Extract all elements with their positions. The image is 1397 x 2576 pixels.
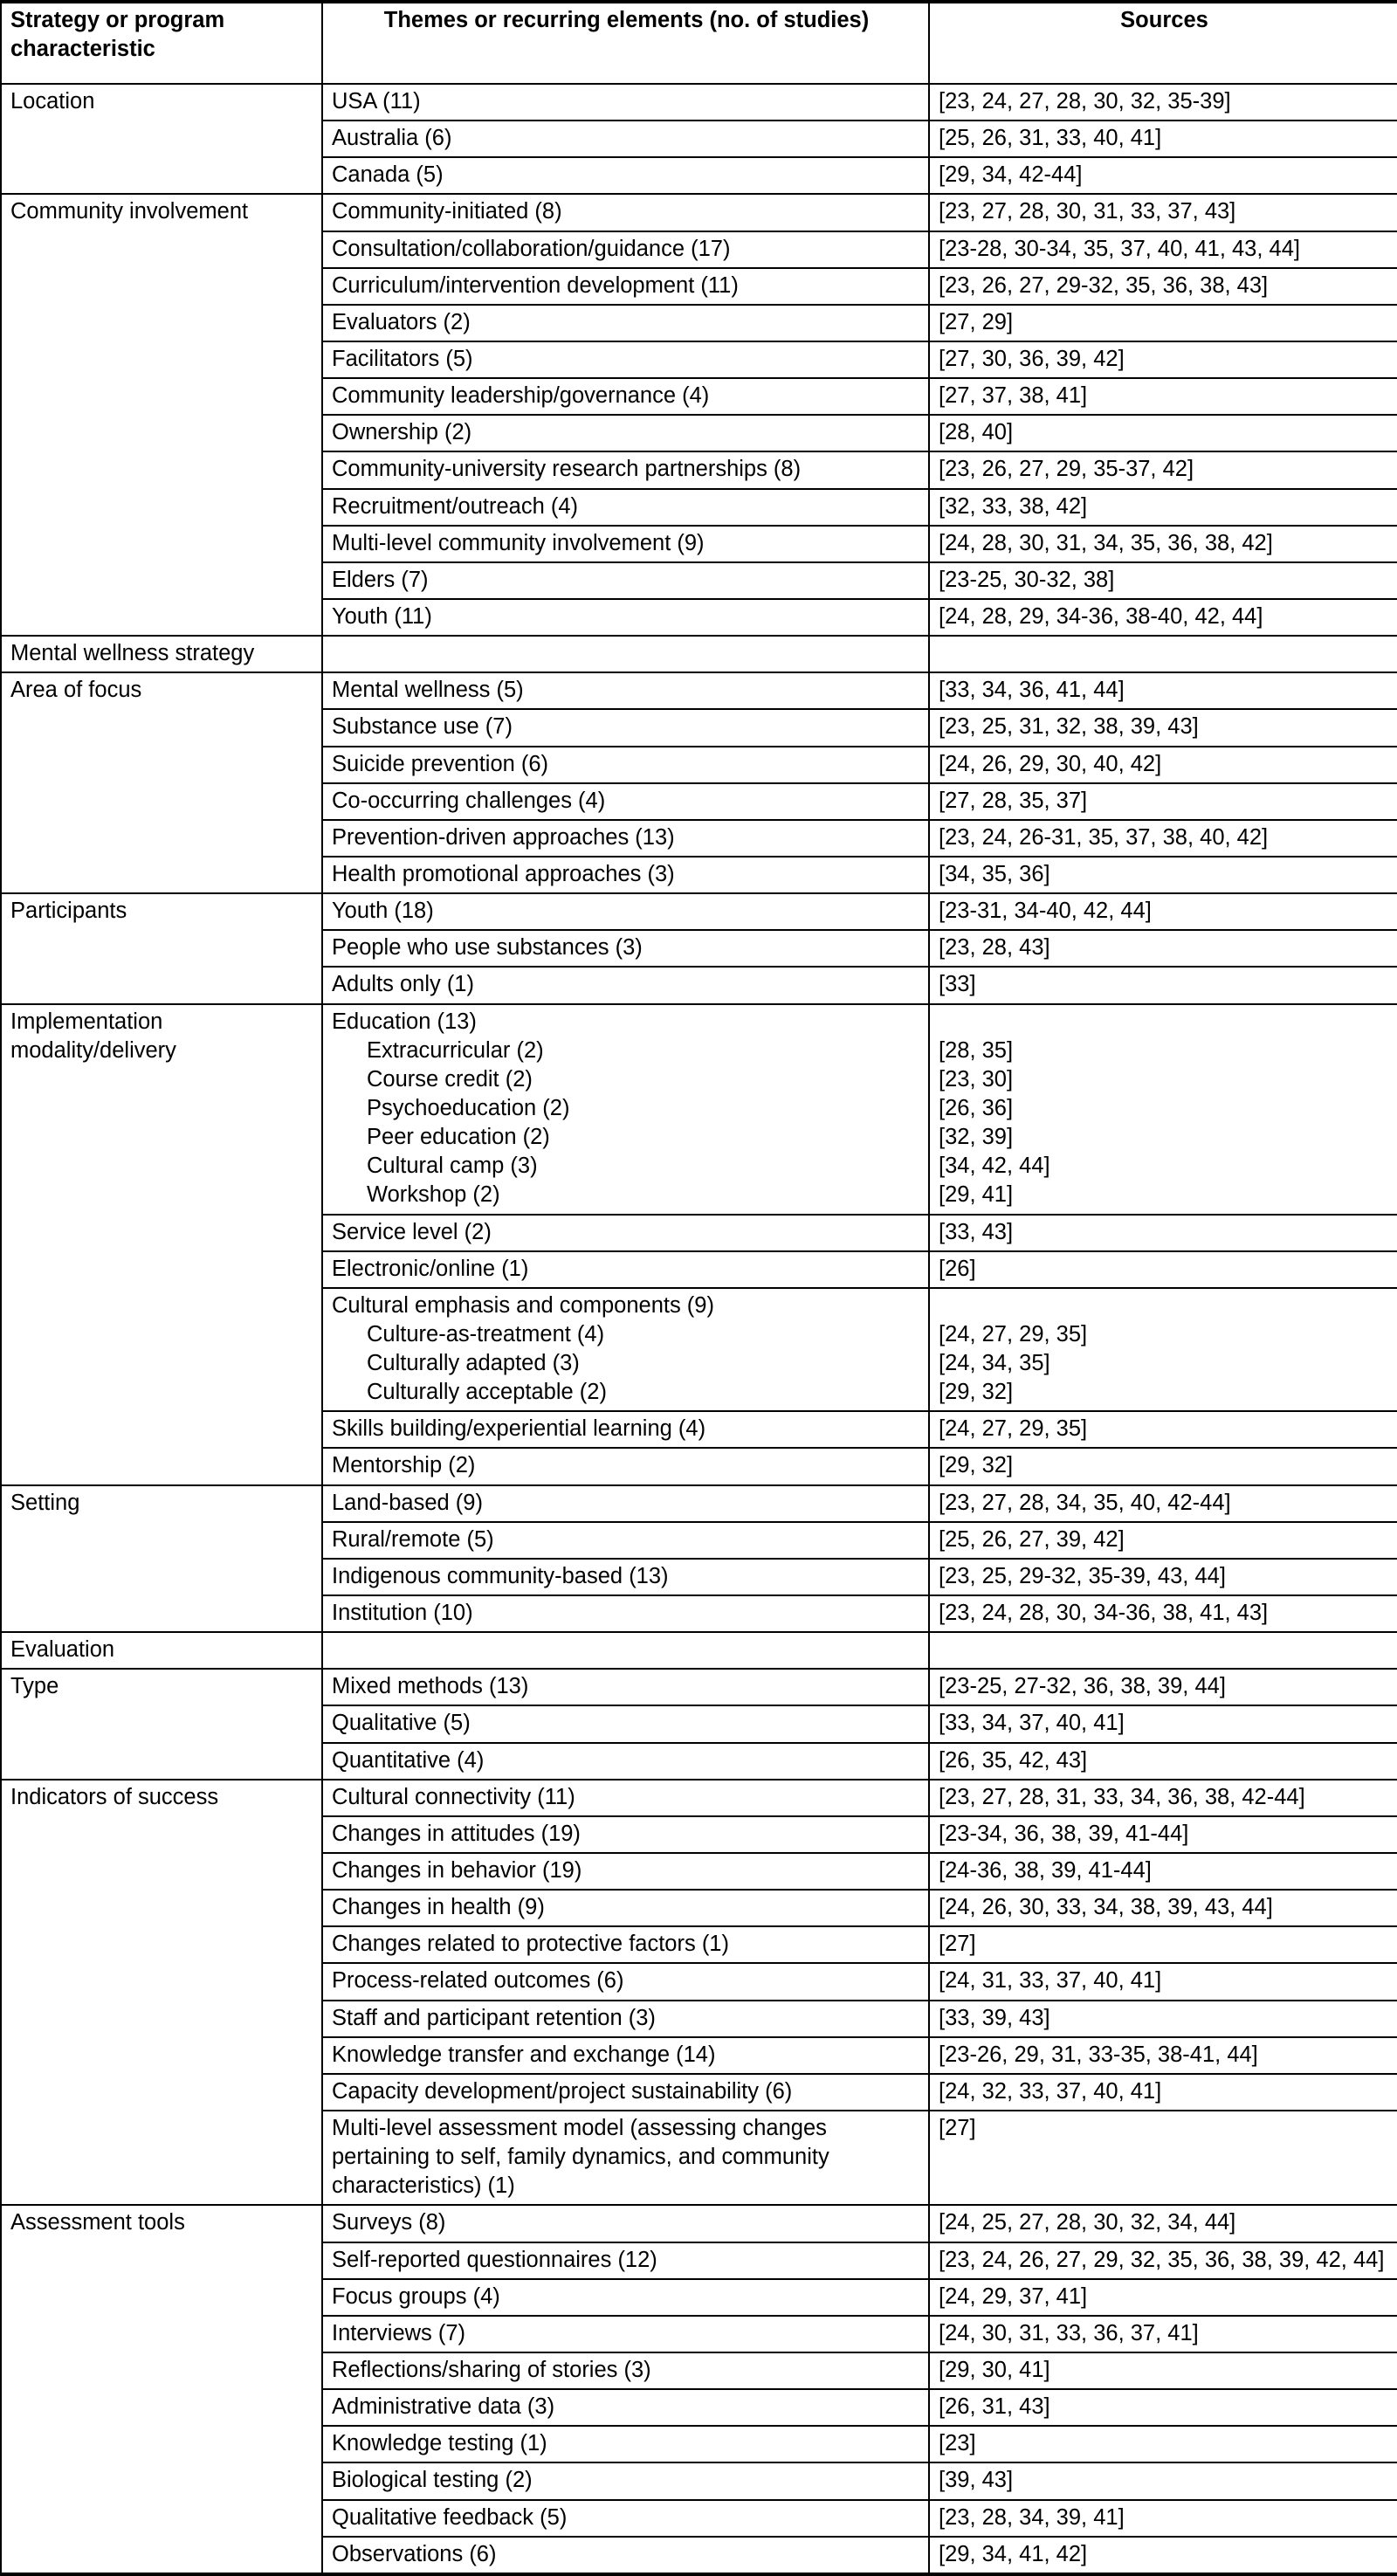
table-row	[1, 672, 1397, 709]
sources-cell: [32, 33, 38, 42]	[929, 489, 1397, 526]
theme-cell: Facilitators (5)	[322, 341, 929, 378]
theme-cell: Qualitative (5)	[322, 1705, 929, 1742]
sources-cell: [24, 28, 29, 34-36, 38-40, 42, 44]	[929, 599, 1397, 636]
theme-cell: Interviews (7)	[322, 2316, 929, 2352]
sources-line: [26, 36]	[939, 1095, 1014, 1120]
theme-sub-label: Cultural camp (3)	[367, 1154, 538, 1179]
theme-cell: Cultural connectivity (11)	[322, 1780, 929, 1816]
column-header-sources: Sources	[929, 2, 1397, 84]
sources-cell: [23-25, 30-32, 38]	[929, 562, 1397, 599]
sources-cell: [24, 30, 31, 33, 36, 37, 41]	[929, 2316, 1397, 2352]
sources-cell: [23, 26, 27, 29, 35-37, 42]	[929, 451, 1397, 488]
theme-cell: Observations (6)	[322, 2537, 929, 2574]
theme-cell: Changes in behavior (19)	[322, 1853, 929, 1890]
theme-cell: Evaluators (2)	[322, 305, 929, 341]
theme-cell: Quantitative (4)	[322, 1743, 929, 1780]
sources-cell: [24, 28, 30, 31, 34, 35, 36, 38, 42]	[929, 526, 1397, 562]
table-row	[1, 1632, 1397, 1669]
column-header-characteristic: Strategy or program characteristic	[1, 2, 322, 84]
sources-cell: [27, 30, 36, 39, 42]	[929, 341, 1397, 378]
theme-sub-label: Peer education (2)	[367, 1125, 550, 1150]
sources-cell: [24, 26, 29, 30, 40, 42]	[929, 747, 1397, 783]
theme-cell: Surveys (8)	[322, 2205, 929, 2242]
theme-cell: Focus groups (4)	[322, 2279, 929, 2316]
sources-line: [32, 39]	[939, 1125, 1014, 1150]
sources-line: [24, 34, 35]	[939, 1351, 1050, 1376]
theme-cell: Health promotional approaches (3)	[322, 857, 929, 893]
table-row	[1, 1004, 1397, 1215]
characteristic-label: Location	[1, 84, 322, 194]
theme-cell	[322, 636, 929, 672]
sources-cell: [24, 32, 33, 37, 40, 41]	[929, 2074, 1397, 2111]
theme-cell	[322, 1004, 929, 1215]
sources-cell: [27]	[929, 1926, 1397, 1963]
theme-sub-label: Psychoeducation (2)	[367, 1095, 570, 1120]
header-row	[1, 2, 1397, 84]
theme-cell: Suicide prevention (6)	[322, 747, 929, 783]
sources-cell: [23, 28, 34, 39, 41]	[929, 2500, 1397, 2537]
theme-cell	[322, 1632, 929, 1669]
sources-line: [28, 35]	[939, 1037, 1014, 1063]
sources-cell: [33]	[929, 967, 1397, 1003]
sources-line: [23, 30]	[939, 1066, 1014, 1092]
theme-cell: Ownership (2)	[322, 415, 929, 451]
theme-cell: Youth (18)	[322, 893, 929, 930]
sources-cell: [23, 25, 31, 32, 38, 39, 43]	[929, 709, 1397, 746]
theme-cell: Elders (7)	[322, 562, 929, 599]
sources-cell: [26, 35, 42, 43]	[929, 1743, 1397, 1780]
theme-cell: Youth (11)	[322, 599, 929, 636]
sources-cell: [24, 27, 29, 35]	[929, 1411, 1397, 1448]
sources-cell	[929, 1632, 1397, 1669]
theme-cell: Electronic/online (1)	[322, 1251, 929, 1288]
table-row	[1, 194, 1397, 231]
theme-sub-label: Extracurricular (2)	[367, 1037, 544, 1063]
column-header-themes: Themes or recurring elements (no. of studies)	[322, 2, 929, 84]
theme-cell	[322, 1288, 929, 1412]
characteristic-label: Community involvement	[1, 194, 322, 636]
sources-cell: [28, 40]	[929, 415, 1397, 451]
sources-cell	[929, 636, 1397, 672]
theme-cell: Changes in attitudes (19)	[322, 1816, 929, 1853]
sources-cell: [24-36, 38, 39, 41-44]	[929, 1853, 1397, 1890]
sources-cell: [23-34, 36, 38, 39, 41-44]	[929, 1816, 1397, 1853]
theme-cell: Knowledge testing (1)	[322, 2426, 929, 2462]
theme-cell: Administrative data (3)	[322, 2389, 929, 2426]
theme-cell: Co-occurring challenges (4)	[322, 783, 929, 820]
sources-cell: [23, 24, 26, 27, 29, 32, 35, 36, 38, 39, 42, 44]	[929, 2242, 1397, 2279]
sources-cell: [34, 35, 36]	[929, 857, 1397, 893]
table-row	[1, 1485, 1397, 1522]
theme-sub-label: Culturally acceptable (2)	[367, 1380, 607, 1405]
theme-sub-label: Workshop (2)	[367, 1182, 500, 1208]
sources-cell	[929, 1004, 1397, 1215]
theme-cell: Canada (5)	[322, 157, 929, 194]
sources-cell: [23, 25, 29-32, 35-39, 43, 44]	[929, 1559, 1397, 1595]
sources-cell: [23, 24, 26-31, 35, 37, 38, 40, 42]	[929, 820, 1397, 857]
sources-cell: [23, 24, 28, 30, 34-36, 38, 41, 43]	[929, 1595, 1397, 1632]
sources-cell: [23, 28, 43]	[929, 930, 1397, 967]
theme-cell: Mentorship (2)	[322, 1448, 929, 1484]
sources-cell: [26]	[929, 1251, 1397, 1288]
sources-cell: [23, 27, 28, 30, 31, 33, 37, 43]	[929, 194, 1397, 231]
sources-cell: [23-26, 29, 31, 33-35, 38-41, 44]	[929, 2037, 1397, 2074]
characteristic-label: Participants	[1, 893, 322, 1003]
theme-cell: Recruitment/outreach (4)	[322, 489, 929, 526]
sources-cell: [25, 26, 27, 39, 42]	[929, 1522, 1397, 1559]
theme-cell: Community-initiated (8)	[322, 194, 929, 231]
theme-cell: Changes related to protective factors (1)	[322, 1926, 929, 1963]
theme-cell: Service level (2)	[322, 1215, 929, 1251]
characteristic-label: Setting	[1, 1485, 322, 1633]
sources-cell: [27, 29]	[929, 305, 1397, 341]
theme-group-label: Cultural emphasis and components (9)	[332, 1292, 714, 1318]
theme-cell: Capacity development/project sustainability (6)	[322, 2074, 929, 2111]
table-row	[1, 84, 1397, 121]
theme-cell: Curriculum/intervention development (11)	[322, 268, 929, 305]
theme-cell: Consultation/collaboration/guidance (17)	[322, 231, 929, 268]
sources-cell: [26, 31, 43]	[929, 2389, 1397, 2426]
theme-cell: Changes in health (9)	[322, 1890, 929, 1926]
sources-cell: [23]	[929, 2426, 1397, 2462]
sources-cell: [29, 32]	[929, 1448, 1397, 1484]
theme-cell: Community leadership/governance (4)	[322, 378, 929, 415]
theme-cell: Australia (6)	[322, 121, 929, 157]
theme-sub-label: Culture-as-treatment (4)	[367, 1321, 605, 1347]
sources-cell: [23, 24, 27, 28, 30, 32, 35-39]	[929, 84, 1397, 121]
theme-sub-label: Course credit (2)	[367, 1066, 533, 1092]
sources-cell: [29, 34, 41, 42]	[929, 2537, 1397, 2574]
sources-line: [34, 42, 44]	[939, 1154, 1050, 1179]
sources-cell: [24, 29, 37, 41]	[929, 2279, 1397, 2316]
sources-cell: [29, 30, 41]	[929, 2352, 1397, 2389]
theme-group-label: Education (13)	[332, 1009, 477, 1034]
theme-cell: Process-related outcomes (6)	[322, 1963, 929, 2000]
sources-cell: [27]	[929, 2111, 1397, 2205]
theme-sub-label: Culturally adapted (3)	[367, 1351, 580, 1376]
sources-cell: [27, 37, 38, 41]	[929, 378, 1397, 415]
sources-cell: [23, 27, 28, 34, 35, 40, 42-44]	[929, 1485, 1397, 1522]
characteristic-label: Implementation modality/delivery	[1, 1004, 322, 1485]
sources-cell: [23-31, 34-40, 42, 44]	[929, 893, 1397, 930]
theme-cell: Rural/remote (5)	[322, 1522, 929, 1559]
sources-line: [24, 27, 29, 35]	[939, 1321, 1088, 1347]
sources-cell: [23, 27, 28, 31, 33, 34, 36, 38, 42-44]	[929, 1780, 1397, 1816]
theme-cell: Multi-level community involvement (9)	[322, 526, 929, 562]
sources-line: [29, 32]	[939, 1380, 1014, 1405]
characteristic-label: Mental wellness strategy	[1, 636, 322, 672]
sources-cell: [25, 26, 31, 33, 40, 41]	[929, 121, 1397, 157]
table-header	[1, 2, 1397, 84]
theme-cell: Qualitative feedback (5)	[322, 2500, 929, 2537]
characteristic-label: Area of focus	[1, 672, 322, 893]
sources-cell: [29, 34, 42-44]	[929, 157, 1397, 194]
table-row	[1, 893, 1397, 930]
theme-cell: Community-university research partnerships (8)	[322, 451, 929, 488]
theme-cell: Land-based (9)	[322, 1485, 929, 1522]
sources-cell: [23-28, 30-34, 35, 37, 40, 41, 43, 44]	[929, 231, 1397, 268]
characteristic-label: Type	[1, 1669, 322, 1779]
theme-cell: People who use substances (3)	[322, 930, 929, 967]
characteristic-label: Evaluation	[1, 1632, 322, 1669]
characteristic-label: Assessment tools	[1, 2205, 322, 2573]
sources-cell: [33, 34, 37, 40, 41]	[929, 1705, 1397, 1742]
sources-cell: [27, 28, 35, 37]	[929, 783, 1397, 820]
table-row	[1, 1669, 1397, 1705]
sources-cell: [33, 34, 36, 41, 44]	[929, 672, 1397, 709]
table-row	[1, 1780, 1397, 1816]
theme-cell: Staff and participant retention (3)	[322, 2001, 929, 2037]
theme-cell: Mental wellness (5)	[322, 672, 929, 709]
sources-cell: [23, 26, 27, 29-32, 35, 36, 38, 43]	[929, 268, 1397, 305]
sources-cell: [24, 31, 33, 37, 40, 41]	[929, 1963, 1397, 2000]
theme-cell: Multi-level assessment model (assessing changes pertaining to self, family dynamics, and community characteristics) (1)	[322, 2111, 929, 2205]
sources-cell: [23-25, 27-32, 36, 38, 39, 44]	[929, 1669, 1397, 1705]
table-row	[1, 636, 1397, 672]
sources-line: [29, 41]	[939, 1182, 1014, 1208]
sources-cell: [24, 26, 30, 33, 34, 38, 39, 43, 44]	[929, 1890, 1397, 1926]
theme-cell: Knowledge transfer and exchange (14)	[322, 2037, 929, 2074]
theme-cell: Indigenous community-based (13)	[322, 1559, 929, 1595]
characteristic-label: Indicators of success	[1, 1780, 322, 2206]
table-row	[1, 2205, 1397, 2242]
theme-cell: Skills building/experiential learning (4)	[322, 1411, 929, 1448]
sources-cell: [24, 25, 27, 28, 30, 32, 34, 44]	[929, 2205, 1397, 2242]
theme-cell: Prevention-driven approaches (13)	[322, 820, 929, 857]
sources-cell: [33, 43]	[929, 1215, 1397, 1251]
sources-cell	[929, 1288, 1397, 1412]
table-body	[1, 84, 1397, 2574]
theme-cell: Self-reported questionnaires (12)	[322, 2242, 929, 2279]
theme-cell: Mixed methods (13)	[322, 1669, 929, 1705]
theme-cell: Biological testing (2)	[322, 2462, 929, 2499]
theme-cell: USA (11)	[322, 84, 929, 121]
sources-cell: [39, 43]	[929, 2462, 1397, 2499]
theme-cell: Adults only (1)	[322, 967, 929, 1003]
sources-cell: [33, 39, 43]	[929, 2001, 1397, 2037]
theme-cell: Substance use (7)	[322, 709, 929, 746]
theme-cell: Reflections/sharing of stories (3)	[322, 2352, 929, 2389]
theme-cell: Institution (10)	[322, 1595, 929, 1632]
